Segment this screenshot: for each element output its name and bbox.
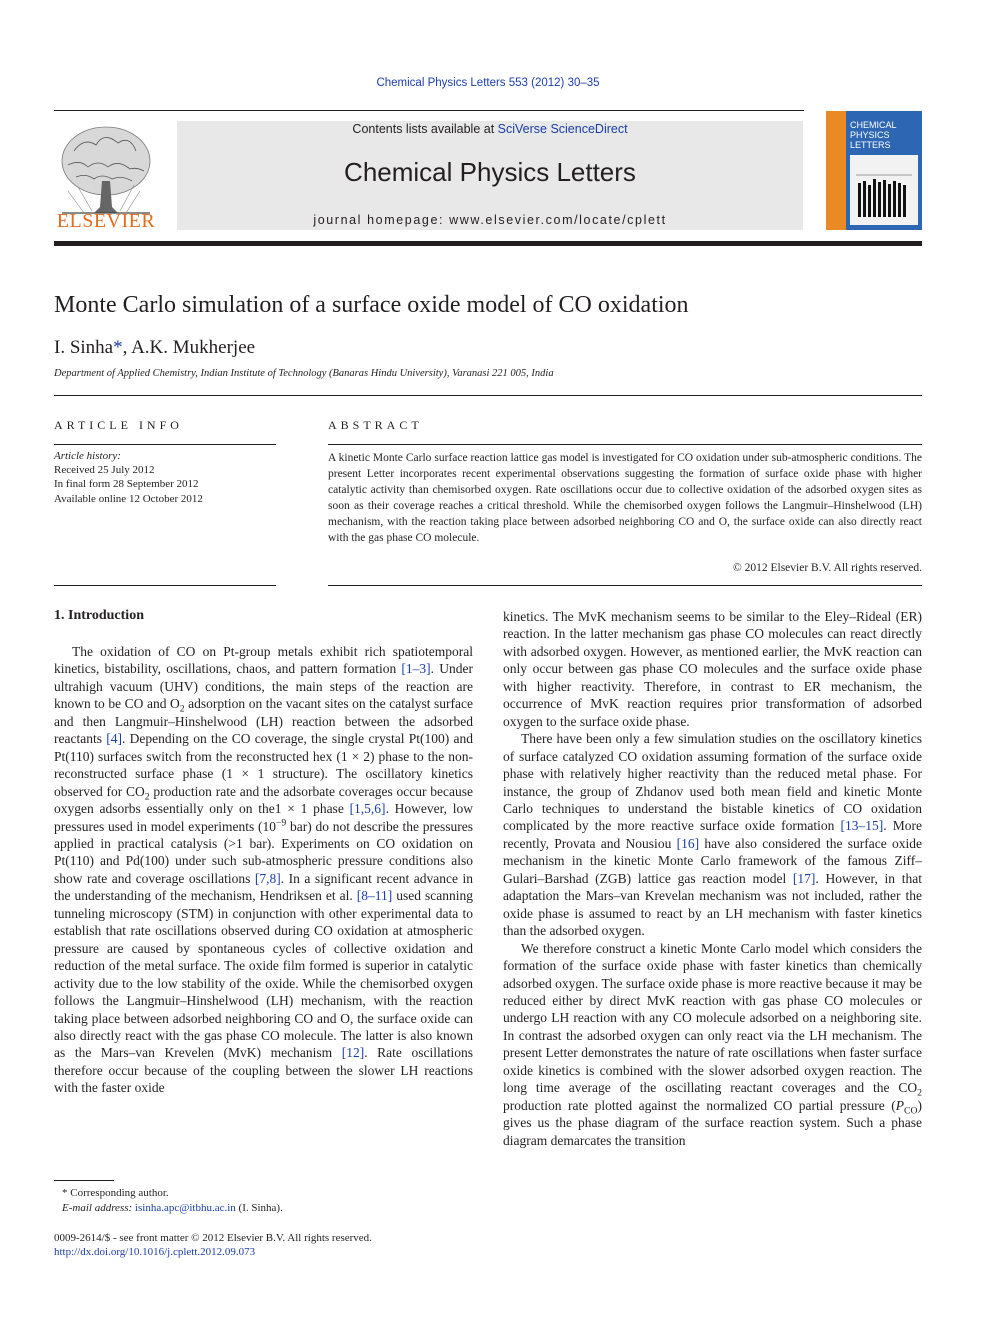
received-date: Received 25 July 2012 (54, 464, 155, 477)
cover-title-line: LETTERS (850, 140, 891, 150)
cover-title (850, 120, 920, 150)
cover-image-panel (850, 155, 918, 225)
author-name[interactable]: I. Sinha (54, 337, 114, 358)
contents-prefix: Contents lists available at (352, 122, 498, 136)
email-label: E-mail address: (62, 1202, 133, 1214)
header-rule (54, 110, 804, 111)
footnote-mark: * (62, 1187, 68, 1199)
citation-link[interactable]: [1,5,6] (349, 801, 386, 817)
article-title: Monte Carlo simulation of a surface oxide model of CO oxidation (54, 292, 689, 318)
citation-link[interactable]: [8–11] (356, 888, 393, 904)
journal-cover-thumbnail (826, 111, 922, 230)
journal-homepage-link[interactable]: journal homepage: www.elsevier.com/locate/cplett (313, 213, 667, 227)
cover-title-line: PHYSICS (850, 130, 890, 140)
front-matter (54, 1231, 484, 1259)
revised-date: In final form 28 September 2012 (54, 478, 199, 491)
body-column-right (503, 608, 922, 1149)
online-date: Available online 12 October 2012 (54, 492, 203, 505)
author-name[interactable]: A.K. Mukherjee (131, 337, 256, 358)
corresponding-author-mark[interactable]: * (113, 337, 123, 358)
journal-title: Chemical Physics Letters (344, 157, 636, 187)
cover-stripe (826, 111, 846, 230)
article-info-heading: ARTICLE INFO (54, 418, 183, 432)
footnote-rule (54, 1180, 114, 1181)
citation-link[interactable]: [17] (792, 870, 816, 886)
citation-link[interactable]: [1–3] (401, 661, 431, 677)
masthead-thick-rule (54, 241, 922, 246)
author-list (54, 337, 255, 359)
history-label: Article history: (54, 450, 121, 462)
doi-link[interactable]: http://dx.doi.org/10.1016/j.cplett.2012.09.073 (54, 1246, 256, 1258)
article-history (54, 449, 276, 506)
publisher-logo-text: ELSEVIER (56, 210, 156, 232)
contents-line (177, 122, 803, 136)
body-paragraph: There have been only a few simulation studies on the oscillatory kinetics of surface catalyzed CO oxidation assuming formation of the surface oxide phase with relatively higher reactivity than the reduced metal phase. For instance, the group of Zhdanov used both mean field and kinetic Monte Carlo techniques to understand the bistable kinetics of CO oxidation complicated by the more reactive surface oxide formation [13–15]. More recently, Provata and Nousiou [16] have also considered the surface oxide mechanism in the kinetic Monte Carlo framework of the famous Ziff–Gulari–Barshad (ZGB) lattice gas reaction model [17]. However, in that adaptation the Mars–van Krevelan mechanism was not included, rather the oxide phase is assumed to react by an LH mechanism with faster kinetics than the adsorbed oxygen. (503, 731, 922, 939)
divider (54, 444, 276, 445)
citation-link[interactable]: [13–15] (840, 818, 884, 834)
body-paragraph: We therefore construct a kinetic Monte Carlo model which considers the formation of the surface oxide phase with faster kinetics than chemically adsorbed oxygen. The surface oxide phase is more reactive because it may be reduced either by direct MvK reaction with gas phase CO molecules or undergo LH reaction with any CO molecule adsorbed on a neighboring site. In contrast the adsorbed oxygen can only react via the LH mechanism. The present Letter demonstrates the nature of rate oscillations when faster surface oxide kinetics is combined with the slower adsorbed oxygen reaction. The long time average of the oscillating reactant coverages and the $CO_2$ production rate plotted against the normalized CO partial pressure $(P_{CO})$ gives us the phase diagram of the surface reaction system. Such a phase diagram demarcates the transition (503, 940, 922, 1148)
cover-title-line: CHEMICAL (850, 120, 897, 130)
author-separator: , (122, 337, 132, 358)
email-note (54, 1201, 473, 1216)
citation-link[interactable]: [7,8] (254, 870, 281, 886)
divider (54, 395, 922, 396)
divider (328, 444, 922, 445)
citation-link[interactable]: [4] (106, 731, 123, 747)
affiliation: Department of Applied Chemistry, Indian Institute of Technology (Banaras Hindu University), Varanasi 221 005, India (54, 368, 554, 379)
citation-link[interactable]: [16] (676, 835, 700, 851)
email-suffix: (I. Sinha). (238, 1202, 283, 1214)
body-paragraph: kinetics. The MvK mechanism seems to be similar to the Eley–Rideal (ER) reaction. In the latter mechanism gas phase CO molecules can react directly with adsorbed oxygen. However, as mentioned earlier, the MvK reaction can only occur between gas phase CO molecules and the surface oxide phase with higher reactivity. Therefore, in contrast to ER mechanism, the occurrence of MvK reaction requires prior transformation of adsorbed oxygen to the surface oxide phase. (503, 609, 922, 729)
body-paragraph: The oxidation of CO on Pt-group metals exhibit rich spatiotemporal kinetics, bistability, oscillations, chaos, and pattern formation [1–3]. Under ultrahigh vacuum (UHV) conditions, the main steps of the reaction are known to be CO and $O_2$ adsorption on the vacant sites on the catalyst surface and then Langmuir–Hinshelwood (LH) reaction between the adsorbed reactants [4]. Depending on the CO coverage, the single crystal Pt(100) and Pt(110) surfaces switch from the reconstructed hex (1 × 2) phase to the non-reconstructed surface phase (1 × 1 structure). The oscillatory kinetics observed for $CO_2$ production rate and the adsorbate coverages occur because oxygen adsorbs essentially only on the1 × 1 phase [1,5,6]. However, low pressures used in model experiments ($10^{-9}$ bar) do not describe the pressures applied in practical catalysis (>1 bar). Experiments on CO oxidation on Pt(110) and Pd(100) under such sub-atmospheric pressure conditions also show rate and coverage oscillations [7,8]. In a significant recent advance in the understanding of the mechanism, Hendriksen et al. [8–11] used scanning tunneling microscopy (STM) in conjunction with other experimental data to establish that rate oscillations observed during CO oxidation at atmospheric pressure are caused by spontaneous cycles of collective oxidation and reduction of the metal surface. The oxide film formed is superior in catalytic activity due to the low stability of the oxide. While the chemisorbed oxygen follows the Langmuir–Hinshelwood (LH) mechanism, with the reaction taking place between adsorbed neighboring CO and O, the surface oxide can also directly react with the gas phase CO molecule. The latter is also known as the Mars–van Krevelen (MvK) mechanism [12]. Rate oscillations therefore occur because of the coupling between the slower LH reactions with the faster oxide (54, 644, 474, 1096)
journal-reference[interactable]: Chemical Physics Letters 553 (2012) 30–35 (376, 77, 600, 89)
citation-link[interactable]: [12] (341, 1045, 365, 1061)
footnote-text: Corresponding author. (70, 1187, 169, 1199)
issn-line: 0009-2614/$ - see front matter © 2012 Elsevier B.V. All rights reserved. (54, 1232, 372, 1244)
corresponding-author-note (54, 1186, 473, 1201)
divider (54, 585, 276, 586)
journal-masthead (177, 121, 803, 230)
abstract-text: A kinetic Monte Carlo surface reaction lattice gas model is investigated for CO oxidation under sub-atmospheric conditions. The present Letter incorporates recent experimental observations suggesting the formation of surface oxide phase with higher catalytic activity than chemisorbed oxygen. Rate oscillations occur due to collective oxidation of the adsorbed oxygen sites as soon as their coverage reaches a critical threshold. While the chemisorbed oxygen follows the Langmuir–Hinshelwood (LH) mechanism, with the reaction taking place between adsorbed neighboring CO and O, the surface oxide can also directly react with the gas phase CO molecule. (328, 452, 922, 544)
email-link[interactable]: isinha.apc@itbhu.ac.in (134, 1202, 236, 1214)
copyright-notice: © 2012 Elsevier B.V. All rights reserved. (733, 562, 922, 574)
abstract-heading: ABSTRACT (328, 418, 423, 432)
footnote (54, 1186, 473, 1216)
sciencedirect-link[interactable]: SciVerse ScienceDirect (497, 122, 628, 136)
divider (328, 585, 922, 586)
body-column-left (54, 643, 473, 1097)
cover-spectrum-icon (850, 155, 918, 225)
section-heading: 1. Introduction (54, 608, 144, 623)
